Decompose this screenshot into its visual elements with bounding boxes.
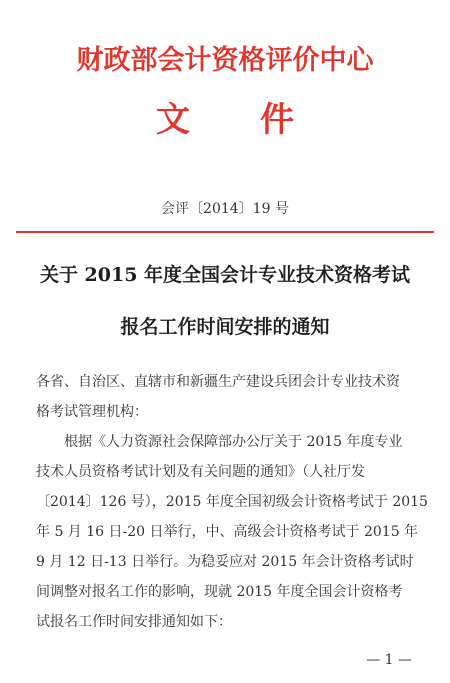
document-label-right: 件 xyxy=(260,100,294,140)
body-line-paragraph: 间调整对报名工作的影响，现就 2015 年度全国会计资格考 xyxy=(36,584,403,600)
body-line-paragraph: 年 5 月 16 日-20 日举行，中、高级会计资格考试于 2015 年 xyxy=(36,524,419,540)
body-line-paragraph: 根据《人力资源社会保障部办公厅关于 2015 年度专业 xyxy=(64,434,403,450)
notice-title-line-2: 报名工作时间安排的通知 xyxy=(120,316,330,338)
page-number: — 1 — xyxy=(366,652,412,668)
notice-title-line-1: 关于 2015 年度全国会计专业技术资格考试 xyxy=(39,264,411,286)
body-line-addressee-1: 各省、自治区、直辖市和新疆生产建设兵团会计专业技术资 xyxy=(36,374,400,390)
body-line-paragraph: 试报名工作时间安排通知如下： xyxy=(36,614,232,630)
body-line-paragraph: 9 月 12 日-13 日举行。为稳妥应对 2015 年会计资格考试时 xyxy=(36,554,414,570)
body-line-paragraph: 〔2014〕126 号），2015 年度全国初级会计资格考试于 2015 xyxy=(36,494,428,510)
document-label-left: 文 xyxy=(156,100,190,140)
issuer-header: 财政部会计资格评价中心 xyxy=(76,45,374,76)
body-line-addressee-2: 格考试管理机构： xyxy=(36,404,148,420)
body-line-paragraph: 技术人员资格考试计划及有关问题的通知》（人社厅发 xyxy=(36,464,365,480)
red-divider-line xyxy=(16,231,434,233)
document-number: 会评〔2014〕19 号 xyxy=(161,201,289,217)
document-label xyxy=(0,100,450,140)
